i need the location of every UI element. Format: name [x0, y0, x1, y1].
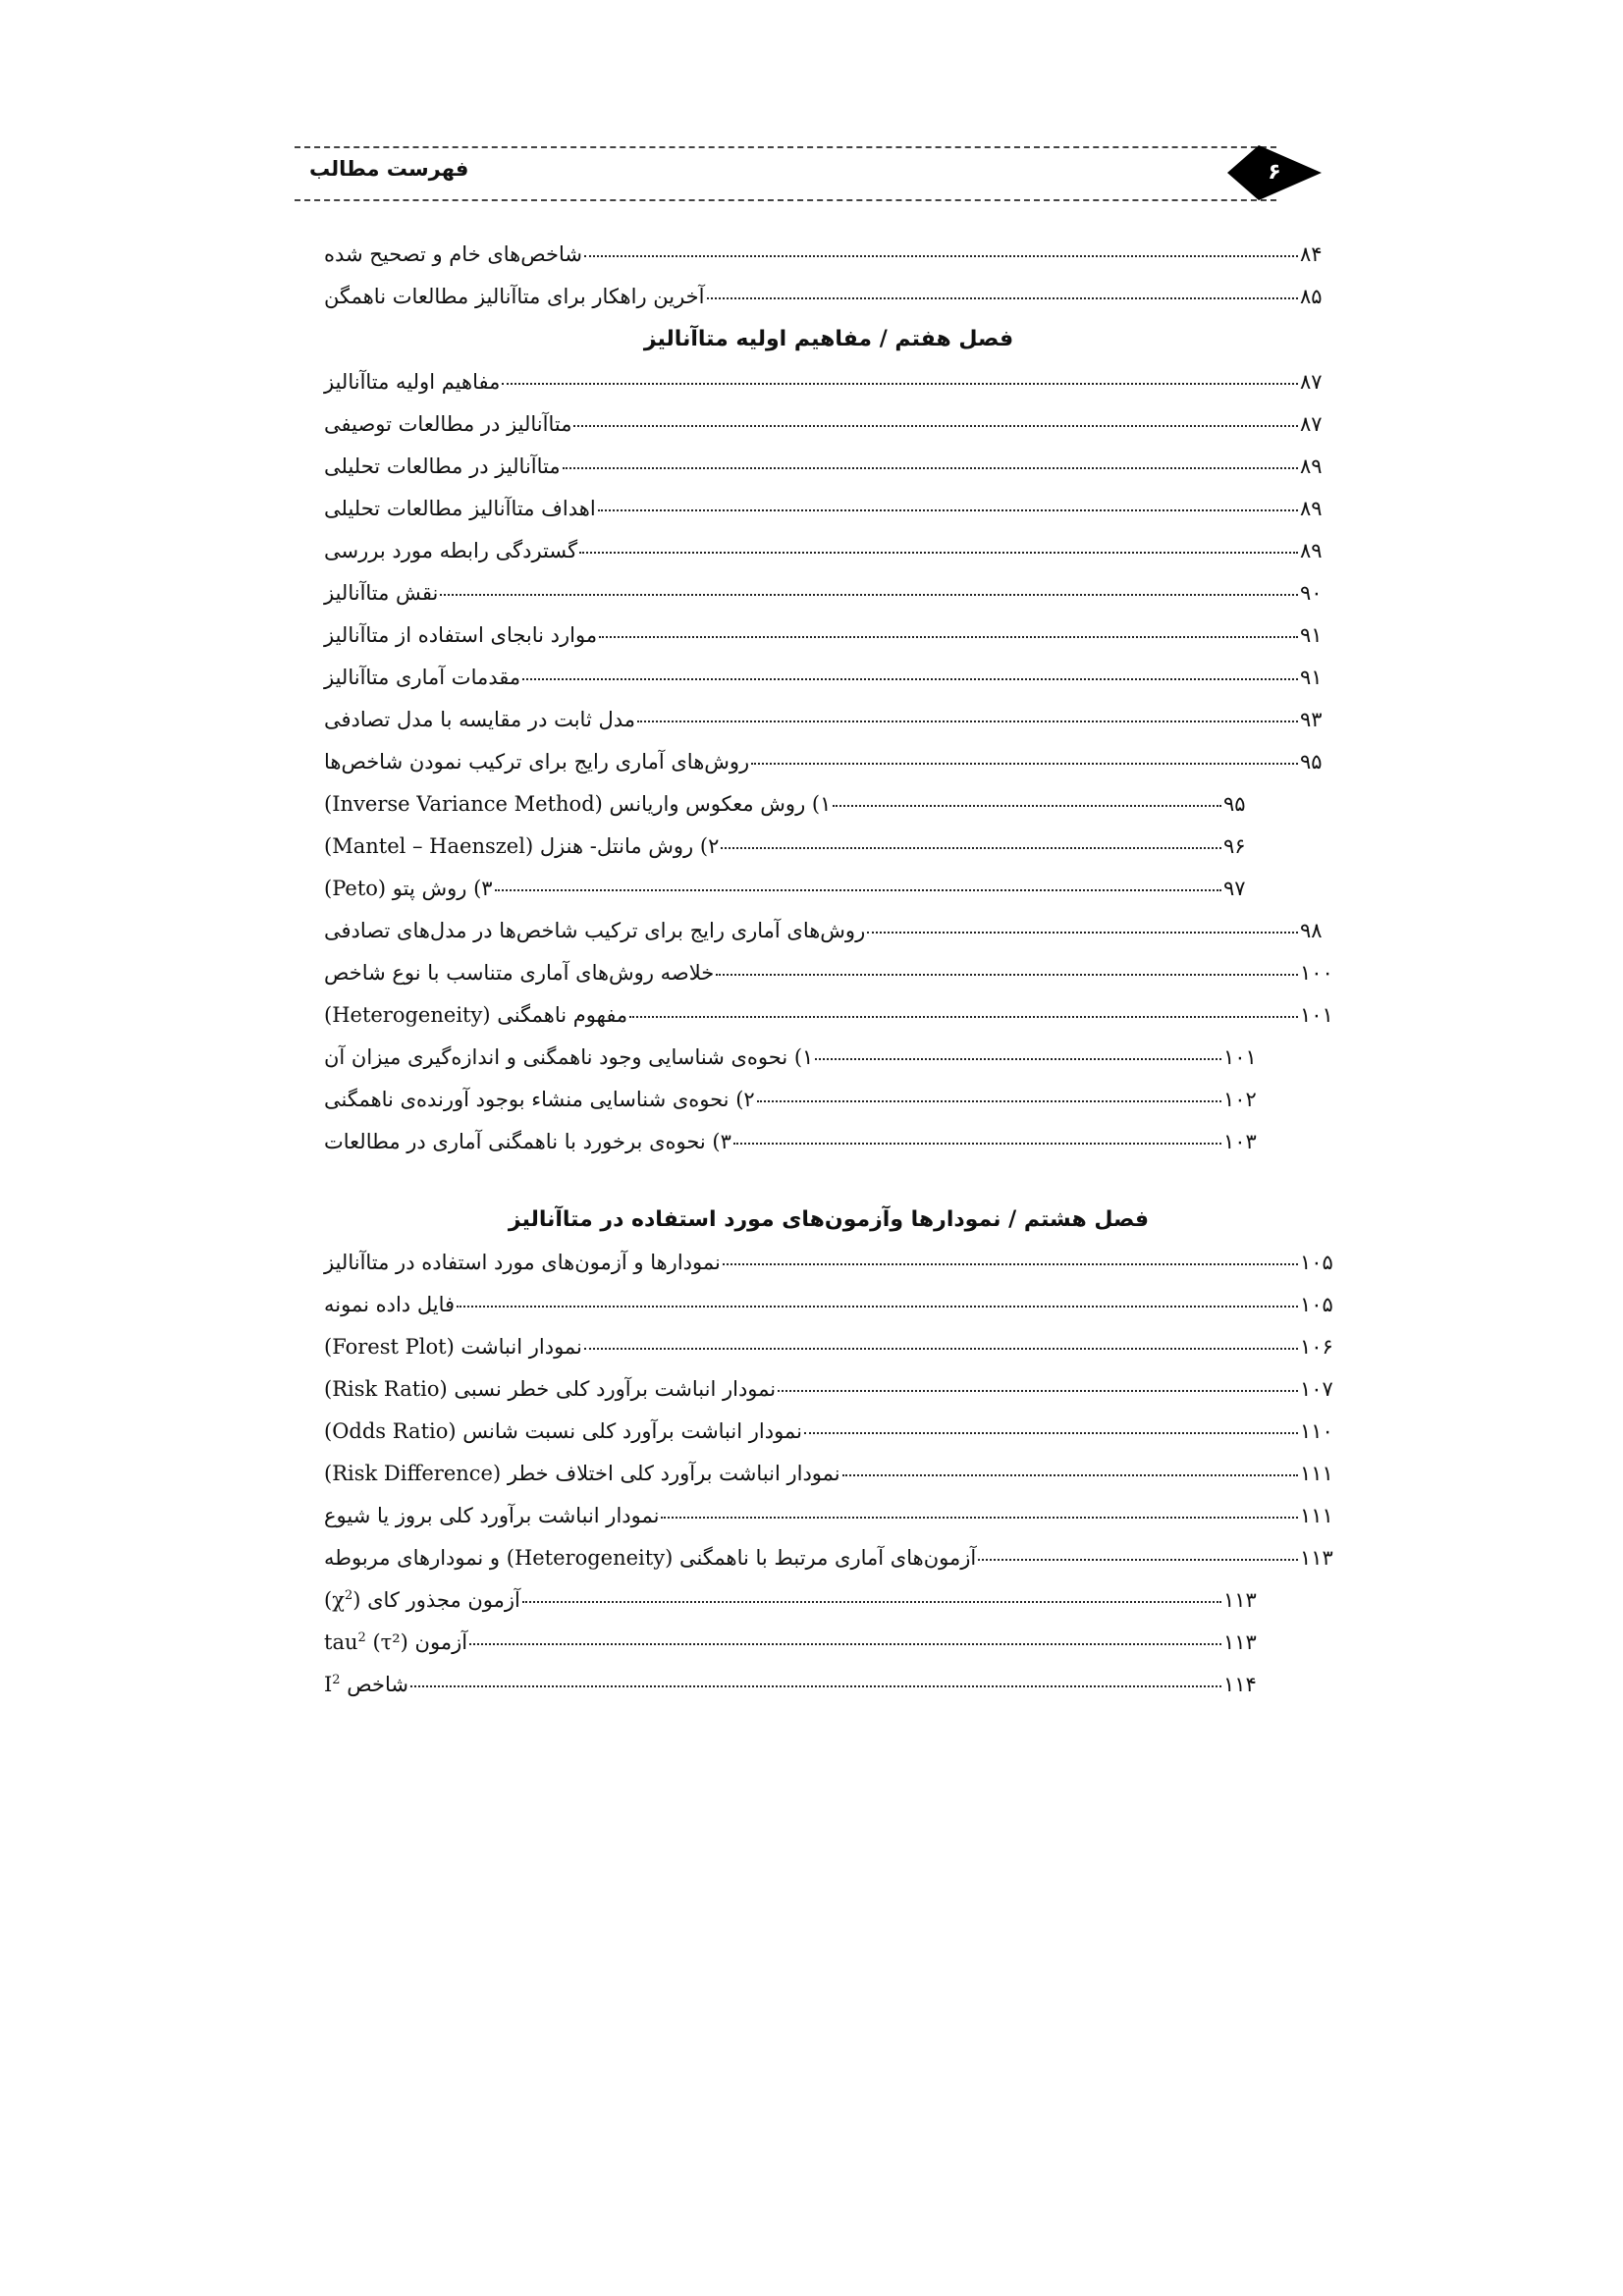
toc-page-number: ۱۱۱	[1300, 1504, 1333, 1527]
toc-entry-title: نمودار انباشت برآورد کلی اختلاف خطر (Risk Difference)	[324, 1462, 840, 1485]
toc-entry-title: نمودارها و آزمون‌های مورد استفاده در متاآنالیز	[324, 1251, 721, 1274]
toc-page-number: ۱۱۰	[1300, 1419, 1333, 1443]
toc-entry-title	[324, 1579, 520, 1622]
toc-page-number: ۱۰۶	[1300, 1335, 1333, 1359]
dot-leader	[584, 255, 1298, 257]
toc-entry-title: نمودار انباشت برآورد کلی بروز یا شیوع	[324, 1504, 660, 1527]
toc-entry[interactable]	[324, 530, 1333, 572]
toc-entry[interactable]	[324, 868, 1333, 910]
toc-page-number: ۱۰۷	[1300, 1377, 1333, 1401]
toc-entry[interactable]	[324, 1368, 1333, 1411]
page-header	[295, 137, 1335, 206]
toc-entry-title: مفهوم ناهمگنی (Heterogeneity)	[324, 1003, 628, 1027]
toc-entry-title: نقش متاآنالیز	[324, 581, 439, 605]
toc-entry[interactable]	[324, 1664, 1333, 1706]
toc-entry-title: نمودار انباشت (Forest Plot)	[324, 1335, 582, 1359]
toc-page-number: ۸۹	[1300, 539, 1323, 562]
toc-entry-title: فایل داده نمونه	[324, 1293, 456, 1316]
dot-leader	[563, 467, 1298, 469]
toc-page-number: ۱۱۳	[1223, 1588, 1257, 1612]
toc-entry[interactable]	[324, 826, 1333, 868]
toc-entry[interactable]	[324, 952, 1333, 994]
toc-entry-title: روش‌های آماری رایج برای ترکیب شاخص‌ها در مدل‌های تصادفی	[324, 919, 866, 942]
toc-page-number: ۱۱۴	[1223, 1673, 1257, 1696]
dot-leader	[833, 805, 1221, 807]
toc-page-number: ۸۷	[1300, 370, 1323, 394]
toc-entry[interactable]	[324, 234, 1333, 276]
toc-page-number: ۹۰	[1300, 581, 1323, 605]
toc-entry-title: ۳) روش پتو (Peto)	[324, 877, 493, 900]
toc-entry-title: متاآنالیز در مطالعات تحلیلی	[324, 454, 561, 478]
superscript: 2	[332, 1673, 341, 1687]
toc-page-number: ۸۵	[1300, 285, 1323, 308]
toc-entry-title-text: آزمون tau	[324, 1630, 468, 1654]
page-number: ۶	[1268, 160, 1281, 185]
dot-leader	[502, 383, 1298, 385]
dot-leader	[598, 509, 1298, 511]
toc-entry[interactable]	[324, 910, 1333, 952]
toc-page-number: ۸۹	[1300, 454, 1323, 478]
toc-entry[interactable]	[324, 572, 1333, 614]
toc-entry[interactable]	[324, 361, 1333, 403]
toc-entry-title: ۲) روش مانتل- هنزل (Mantel – Haenszel)	[324, 834, 720, 858]
toc-entry[interactable]	[324, 1284, 1333, 1326]
header-bottom-dashed-line	[295, 199, 1276, 201]
toc-entry-title	[324, 1664, 408, 1706]
toc-page-number: ۹۶	[1223, 834, 1246, 858]
running-title: فهرست مطالب	[309, 157, 469, 181]
toc-page-number: ۱۰۳	[1223, 1130, 1257, 1153]
toc-entry[interactable]	[324, 1121, 1333, 1163]
toc-entry-title: ۳) نحوه‌ی برخورد با ناهمگنی آماری در مطالعات	[324, 1130, 731, 1153]
dot-leader	[579, 552, 1298, 554]
dot-leader	[842, 1474, 1298, 1476]
toc-entry[interactable]	[324, 1495, 1333, 1537]
toc-entry-title-tail: )	[324, 1588, 333, 1612]
dot-leader	[457, 1306, 1298, 1308]
toc-entry-title-text: آزمون مجذور کای (χ	[332, 1588, 520, 1612]
toc-entry-title: مفاهیم اولیه متاآنالیز	[324, 370, 501, 394]
dot-leader	[815, 1058, 1221, 1060]
dot-leader	[522, 1601, 1221, 1603]
toc-entry[interactable]	[324, 446, 1333, 488]
toc-entry[interactable]	[324, 657, 1333, 699]
toc-entry[interactable]	[324, 1242, 1333, 1284]
dot-leader	[707, 297, 1299, 299]
toc-entry-title: نمودار انباشت برآورد کلی نسبت شانس (Odds Ratio)	[324, 1419, 802, 1443]
dot-leader	[751, 763, 1298, 765]
toc-entry-title: مقدمات آماری متاآنالیز	[324, 666, 521, 689]
dot-leader	[804, 1432, 1298, 1434]
dot-leader	[440, 594, 1298, 596]
dot-leader	[778, 1390, 1298, 1392]
dot-leader	[757, 1100, 1221, 1102]
toc-page-number: ۸۴	[1300, 242, 1323, 266]
toc-entry[interactable]	[324, 699, 1333, 741]
toc-page-number: ۹۳	[1300, 708, 1323, 731]
toc-page-number: ۸۷	[1300, 412, 1323, 436]
toc-entry[interactable]	[324, 403, 1333, 446]
dot-leader	[522, 678, 1298, 680]
dot-leader	[733, 1143, 1221, 1145]
toc-entry[interactable]	[324, 994, 1333, 1037]
toc-page-number: ۸۹	[1300, 497, 1323, 520]
toc-entry[interactable]	[324, 1411, 1333, 1453]
dot-leader	[867, 932, 1298, 934]
toc-entry[interactable]	[324, 1453, 1333, 1495]
toc-entry[interactable]	[324, 276, 1333, 318]
toc-entry-title: نمودار انباشت برآورد کلی خطر نسبی (Risk Ratio)	[324, 1377, 777, 1401]
dot-leader	[721, 847, 1221, 849]
dot-leader	[661, 1517, 1298, 1519]
toc-entry-title: گستردگی رابطه مورد بررسی	[324, 539, 578, 562]
toc-entry-title: روش‌های آماری رایج برای ترکیب نمودن شاخص‌ها	[324, 750, 750, 774]
toc-entry-title-text: شاخص I	[324, 1673, 408, 1696]
toc-page-number: ۱۰۵	[1300, 1251, 1333, 1274]
toc-entry[interactable]	[324, 1326, 1333, 1368]
toc-entry-title: متاآنالیز در مطالعات توصیفی	[324, 412, 572, 436]
dot-leader	[599, 636, 1298, 638]
toc-entry-title: اهداف متاآنالیز مطالعات تحلیلی	[324, 497, 596, 520]
chapter-heading: فصل هفتم / مفاهیم اولیه متاآنالیز	[643, 327, 1014, 351]
dot-leader	[716, 974, 1298, 976]
toc-entry[interactable]	[324, 488, 1333, 530]
dot-leader	[410, 1685, 1221, 1687]
dot-leader	[584, 1348, 1298, 1350]
toc-entry[interactable]	[324, 1579, 1333, 1622]
toc-page-number: ۹۵	[1300, 750, 1323, 774]
toc-page-number: ۱۰۲	[1223, 1088, 1257, 1111]
toc-entry[interactable]	[324, 741, 1333, 783]
dot-leader	[978, 1559, 1298, 1561]
toc-entry[interactable]	[324, 1537, 1333, 1579]
toc-entry-title: خلاصه روش‌های آماری متناسب با نوع شاخص	[324, 961, 715, 985]
header-top-dashed-line	[295, 146, 1276, 148]
toc-entry-title: شاخص‌های خام و تصحیح شده	[324, 242, 582, 266]
toc-entry-title-tail: (τ²)	[365, 1630, 408, 1654]
toc-entry-title: آخرین راهکار برای متاآنالیز مطالعات ناهمگن	[324, 285, 705, 308]
chapter-heading: فصل هشتم / نمودارها وآزمون‌های مورد استفاده در متاآنالیز	[508, 1207, 1150, 1232]
toc-page-number: ۹۱	[1300, 623, 1323, 647]
toc-page-number: ۹۱	[1300, 666, 1323, 689]
toc-entry-title: آزمون‌های آماری مرتبط با ناهمگنی (Heterogeneity) و نمودارهای مربوطه	[324, 1546, 977, 1570]
table-of-contents	[324, 234, 1333, 1706]
toc-entry[interactable]	[324, 783, 1333, 826]
toc-page-number: ۹۵	[1223, 792, 1246, 816]
toc-entry-title	[324, 1622, 467, 1664]
toc-entry-title: مدل ثابت در مقایسه با مدل تصادفی	[324, 708, 636, 731]
superscript: 2	[357, 1630, 366, 1645]
dot-leader	[573, 425, 1298, 427]
toc-entry-title: ۱) روش معکوس واریانس (Inverse Variance Method)	[324, 792, 832, 816]
toc-page-number: ۱۰۰	[1300, 961, 1333, 985]
toc-entry[interactable]	[324, 1079, 1333, 1121]
toc-page-number: ۱۰۱	[1223, 1045, 1257, 1069]
toc-page-number: ۱۱۳	[1223, 1630, 1257, 1654]
toc-page-number: ۱۱۳	[1300, 1546, 1333, 1570]
dot-leader	[723, 1263, 1298, 1265]
toc-page-number: ۱۱۱	[1300, 1462, 1333, 1485]
toc-page-number: ۹۸	[1300, 919, 1323, 942]
toc-entry[interactable]	[324, 614, 1333, 657]
toc-entry[interactable]	[324, 1037, 1333, 1079]
toc-entry[interactable]	[324, 1622, 1333, 1664]
dot-leader	[495, 889, 1221, 891]
toc-entry-title: ۲) نحوه‌ی شناسایی منشاء بوجود آورنده‌ی ناهمگنی	[324, 1088, 755, 1111]
superscript: 2	[344, 1588, 353, 1603]
dot-leader	[637, 721, 1298, 722]
toc-page-number: ۹۷	[1223, 877, 1246, 900]
toc-page-number: ۱۰۱	[1300, 1003, 1333, 1027]
toc-page-number: ۱۰۵	[1300, 1293, 1333, 1316]
toc-entry-title: موارد نابجای استفاده از متاآنالیز	[324, 623, 598, 647]
dot-leader	[629, 1016, 1298, 1018]
dot-leader	[469, 1643, 1221, 1645]
toc-entry-title: ۱) نحوه‌ی شناسایی وجود ناهمگنی و اندازه‌گیری میزان آن	[324, 1045, 814, 1069]
